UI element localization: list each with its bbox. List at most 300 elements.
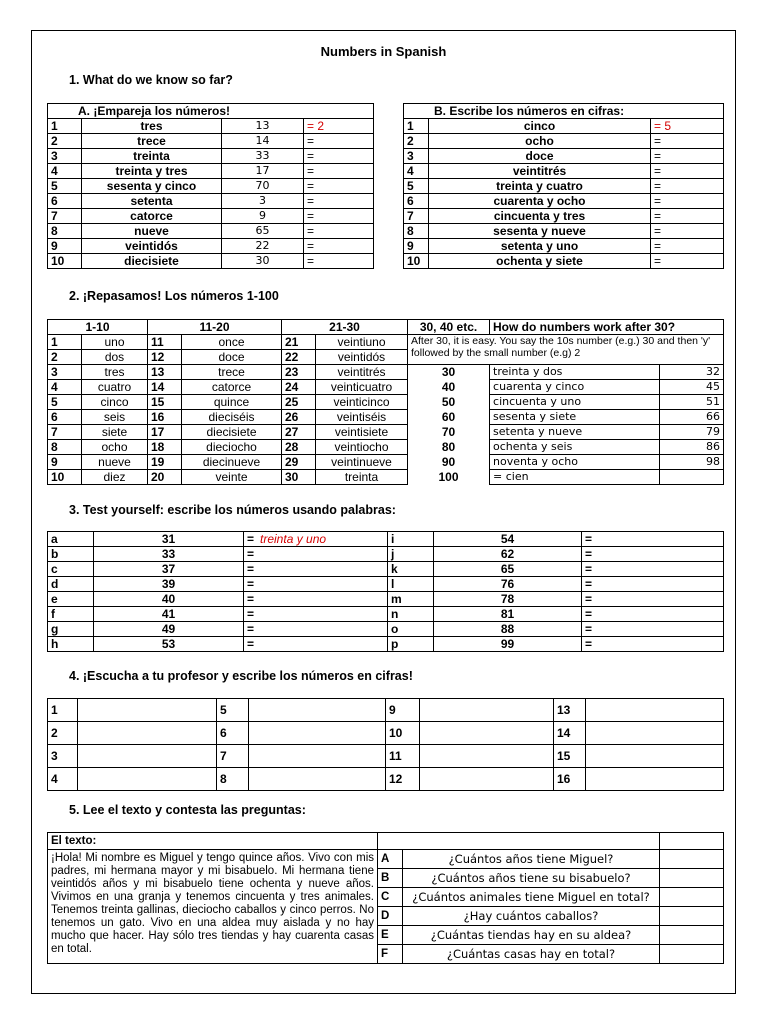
number-digits: 33	[94, 547, 244, 562]
example-answer: treinta y uno	[260, 532, 327, 546]
item-number: 4	[48, 164, 82, 179]
number-digits: 54	[434, 532, 582, 547]
table-row	[48, 134, 374, 149]
header-tens: 30, 40 etc.	[408, 320, 490, 335]
number-digits: 76	[434, 577, 582, 592]
table-row	[404, 149, 724, 164]
number-word: ocho	[429, 134, 651, 149]
table-row	[48, 395, 724, 410]
answer-field[interactable]	[244, 562, 388, 577]
question-letter: F	[378, 945, 403, 964]
number-word: catorce	[182, 380, 282, 395]
number-word: ocho	[82, 440, 148, 455]
blank-cell	[660, 833, 724, 850]
item-number: 10	[386, 722, 420, 745]
item-number: 7	[404, 209, 429, 224]
table-row	[48, 254, 374, 269]
number-digit: 26	[282, 410, 316, 425]
answer-field[interactable]	[244, 592, 388, 607]
number-word: veintitrés	[429, 164, 651, 179]
section-2-heading: 2. ¡Repasamos! Los números 1-100	[69, 289, 279, 303]
answer-field[interactable]	[660, 945, 724, 964]
section-1-heading: 1. What do we know so far?	[69, 73, 233, 87]
answer-field[interactable]: =	[304, 194, 374, 209]
equals-sign: =	[247, 592, 255, 606]
equals-sign: =	[247, 547, 255, 561]
table-row	[404, 119, 724, 134]
number-word: nueve	[82, 455, 148, 470]
item-number: 2	[48, 722, 78, 745]
number-word: treinta	[82, 149, 222, 164]
number-word: once	[182, 335, 282, 350]
table-row	[48, 637, 724, 652]
answer-field[interactable]	[420, 699, 554, 722]
item-number: 2	[48, 134, 82, 149]
number-digits: 17	[222, 164, 304, 179]
answer-field[interactable]: =	[582, 562, 724, 577]
section-3-heading: 3. Test yourself: escribe los números usando palabras:	[69, 503, 396, 517]
table-row	[48, 224, 374, 239]
answer-field[interactable]	[420, 768, 554, 791]
number-digit: 23	[282, 365, 316, 380]
number-word: cinco	[82, 395, 148, 410]
table-row	[48, 179, 374, 194]
item-number: 10	[48, 254, 82, 269]
number-digit: 22	[282, 350, 316, 365]
worksheet-page	[31, 30, 736, 994]
table-row	[404, 179, 724, 194]
equals-sign: =	[247, 532, 255, 546]
tens-number: 90	[408, 455, 490, 470]
table-row	[48, 622, 724, 637]
answer-field[interactable]	[660, 926, 724, 945]
match-numbers-table	[47, 103, 374, 269]
table-row	[48, 470, 724, 485]
item-letter: c	[48, 562, 94, 577]
answer-field[interactable]	[420, 722, 554, 745]
item-number: 6	[404, 194, 429, 209]
item-number: 2	[404, 134, 429, 149]
item-number: 4	[48, 768, 78, 791]
number-digits: 40	[94, 592, 244, 607]
item-number: 12	[386, 768, 420, 791]
number-word: tres	[82, 365, 148, 380]
item-number: 9	[386, 699, 420, 722]
table-row	[48, 562, 724, 577]
answer-field[interactable]	[244, 577, 388, 592]
table-row	[48, 745, 724, 768]
item-number: 10	[404, 254, 429, 269]
answer-field[interactable]: = 2	[304, 119, 374, 134]
test-yourself-table	[47, 531, 724, 652]
number-digit: 21	[282, 335, 316, 350]
table-row	[48, 119, 374, 134]
example-value: 45	[660, 380, 724, 395]
blank-cell	[378, 833, 660, 850]
tens-number: 30	[408, 365, 490, 380]
number-digits: 65	[222, 224, 304, 239]
item-number: 5	[217, 699, 249, 722]
question-text: ¿Cuántos años tiene su bisabuelo?	[403, 869, 660, 888]
item-letter: n	[388, 607, 434, 622]
number-word: dos	[82, 350, 148, 365]
section-4-heading: 4. ¡Escucha a tu profesor y escribe los números en cifras!	[69, 669, 413, 683]
item-number: 16	[554, 768, 586, 791]
tens-number: 80	[408, 440, 490, 455]
number-digits: 30	[222, 254, 304, 269]
number-word: trece	[82, 134, 222, 149]
reading-text: ¡Hola! Mi nombre es Miguel y tengo quince años. Vivo con mis padres, mi hermana mayor y mi bisabuelo. Mi hermana tiene veintidós años y mi bisabuelo tiene ochenta y nueve años. Vivimos en una granja y tenemos cincuenta y tres animales. Tenemos treinta gallinas, dieciocho caballos y cinco perros. No tenemos un gato. Vivo en una aldea muy aislada y no hay mucho que hacer. Hay sólo tres tiendas y hay cuarenta casas en total.	[48, 850, 378, 964]
item-number: 9	[48, 239, 82, 254]
answer-field[interactable]	[78, 768, 217, 791]
item-letter: o	[388, 622, 434, 637]
answer-field[interactable]: =	[304, 149, 374, 164]
listening-table	[47, 698, 724, 791]
answer-field[interactable]: =	[651, 164, 724, 179]
table-row	[48, 194, 374, 209]
question-text: ¿Hay cuántos caballos?	[403, 907, 660, 926]
answer-field[interactable]	[244, 607, 388, 622]
item-number: 3	[404, 149, 429, 164]
numbers-reference-table	[47, 319, 724, 485]
number-word: setenta	[82, 194, 222, 209]
number-digit: 10	[48, 470, 82, 485]
number-digits: 81	[434, 607, 582, 622]
answer-field[interactable]: =	[582, 592, 724, 607]
answer-field[interactable]: =	[582, 577, 724, 592]
table-row	[48, 455, 724, 470]
table-row	[48, 577, 724, 592]
answer-field[interactable]	[586, 699, 724, 722]
number-word: doce	[429, 149, 651, 164]
answer-field[interactable]: =	[651, 149, 724, 164]
question-letter: E	[378, 926, 403, 945]
header-1-10: 1-10	[48, 320, 148, 335]
example-word: cuarenta y cinco	[490, 380, 660, 395]
answer-field[interactable]	[244, 622, 388, 637]
equals-sign: =	[247, 607, 255, 621]
item-number: 1	[48, 699, 78, 722]
answer-field[interactable]	[78, 722, 217, 745]
item-letter: l	[388, 577, 434, 592]
table-row	[404, 134, 724, 149]
number-word: cincuenta y tres	[429, 209, 651, 224]
table-row	[48, 592, 724, 607]
example-word: setenta y nueve	[490, 425, 660, 440]
item-number: 5	[48, 179, 82, 194]
example-word: cincuenta y uno	[490, 395, 660, 410]
item-letter: i	[388, 532, 434, 547]
item-number: 8	[404, 224, 429, 239]
answer-field[interactable]: =	[304, 164, 374, 179]
number-word: diez	[82, 470, 148, 485]
number-word: veintisiete	[316, 425, 408, 440]
answer-field[interactable]: = 5	[651, 119, 724, 134]
table-a-title: A. ¡Empareja los números!	[48, 104, 374, 119]
question-letter: A	[378, 850, 403, 869]
item-number: 13	[554, 699, 586, 722]
item-number: 7	[48, 209, 82, 224]
number-digits: 99	[434, 637, 582, 652]
example-value: 66	[660, 410, 724, 425]
answer-field[interactable]	[660, 850, 724, 869]
tens-number: 50	[408, 395, 490, 410]
question-text: ¿Cuántas tiendas hay en su aldea?	[403, 926, 660, 945]
item-letter: a	[48, 532, 94, 547]
number-word: treinta	[316, 470, 408, 485]
number-word: sesenta y nueve	[429, 224, 651, 239]
number-digit: 27	[282, 425, 316, 440]
number-digit: 30	[282, 470, 316, 485]
number-digit: 18	[148, 440, 182, 455]
item-letter: k	[388, 562, 434, 577]
number-word: treinta y tres	[82, 164, 222, 179]
question-letter: D	[378, 907, 403, 926]
answer-field[interactable]: =	[304, 254, 374, 269]
item-number: 3	[48, 149, 82, 164]
number-word: cuarenta y ocho	[429, 194, 651, 209]
number-digit: 17	[148, 425, 182, 440]
answer-field[interactable]	[244, 547, 388, 562]
number-digit: 16	[148, 410, 182, 425]
tens-number: 70	[408, 425, 490, 440]
item-number: 15	[554, 745, 586, 768]
answer-field[interactable]: =	[304, 134, 374, 149]
item-number: 14	[554, 722, 586, 745]
table-row	[48, 425, 724, 440]
example-value	[660, 470, 724, 485]
number-digit: 15	[148, 395, 182, 410]
answer-field[interactable]	[586, 722, 724, 745]
number-digit: 14	[148, 380, 182, 395]
table-row	[48, 410, 724, 425]
table-row	[48, 380, 724, 395]
question-letter: B	[378, 869, 403, 888]
table-row	[48, 607, 724, 622]
table-row	[48, 164, 374, 179]
table-row	[48, 699, 724, 722]
item-number: 8	[217, 768, 249, 791]
number-word: veintiuno	[316, 335, 408, 350]
number-digit: 25	[282, 395, 316, 410]
answer-field[interactable]	[78, 745, 217, 768]
answer-field[interactable]: =	[651, 239, 724, 254]
item-letter: e	[48, 592, 94, 607]
number-digits: 39	[94, 577, 244, 592]
explanation-note: After 30, it is easy. You say the 10s number (e.g.) 30 and then 'y' followed by the small number (e.g) 2	[408, 335, 724, 365]
number-word: veintiséis	[316, 410, 408, 425]
example-value: 98	[660, 455, 724, 470]
table-row	[48, 833, 724, 850]
number-word: trece	[182, 365, 282, 380]
number-digit: 6	[48, 410, 82, 425]
number-digit: 11	[148, 335, 182, 350]
tens-number: 100	[408, 470, 490, 485]
item-letter: f	[48, 607, 94, 622]
table-row	[48, 722, 724, 745]
example-word: sesenta y siete	[490, 410, 660, 425]
number-digit: 28	[282, 440, 316, 455]
question-text: ¿Cuántos años tiene Miguel?	[403, 850, 660, 869]
number-word: veinticuatro	[316, 380, 408, 395]
answer-field[interactable]: =	[582, 547, 724, 562]
number-digit: 2	[48, 350, 82, 365]
header-11-20: 11-20	[148, 320, 282, 335]
number-word: nueve	[82, 224, 222, 239]
answer-field[interactable]: =	[304, 209, 374, 224]
answer-field[interactable]: =	[651, 254, 724, 269]
answer-field[interactable]: =	[582, 532, 724, 547]
number-digits: 3	[222, 194, 304, 209]
example-word: treinta y dos	[490, 365, 660, 380]
item-number: 7	[217, 745, 249, 768]
number-digits: 22	[222, 239, 304, 254]
item-number: 1	[48, 119, 82, 134]
answer-field[interactable]: =	[582, 622, 724, 637]
number-digit: 13	[148, 365, 182, 380]
answer-field[interactable]: =	[304, 239, 374, 254]
answer-field[interactable]: =	[304, 224, 374, 239]
number-digits: 65	[434, 562, 582, 577]
tens-number: 40	[408, 380, 490, 395]
answer-field[interactable]: =	[651, 209, 724, 224]
table-row	[404, 239, 724, 254]
table-row	[48, 239, 374, 254]
item-letter: g	[48, 622, 94, 637]
number-digits: 88	[434, 622, 582, 637]
number-word: catorce	[82, 209, 222, 224]
header-21-30: 21-30	[282, 320, 408, 335]
number-digits: 70	[222, 179, 304, 194]
item-number: 6	[217, 722, 249, 745]
number-digit: 19	[148, 455, 182, 470]
number-word: cinco	[429, 119, 651, 134]
example-value: 79	[660, 425, 724, 440]
table-row	[48, 440, 724, 455]
answer-field[interactable]: =	[651, 194, 724, 209]
number-word: veintiocho	[316, 440, 408, 455]
question-text: ¿Cuántas casas hay en total?	[403, 945, 660, 964]
table-row	[404, 194, 724, 209]
number-word: diecisiete	[82, 254, 222, 269]
question-text: ¿Cuántos animales tiene Miguel en total?	[403, 888, 660, 907]
number-word: cuatro	[82, 380, 148, 395]
answer-field[interactable]	[660, 888, 724, 907]
item-number: 4	[404, 164, 429, 179]
table-row	[48, 850, 724, 869]
table-row	[48, 547, 724, 562]
answer-field[interactable]	[78, 699, 217, 722]
answer-field[interactable]	[586, 745, 724, 768]
item-number: 3	[48, 745, 78, 768]
number-word: veinte	[182, 470, 282, 485]
number-digits: 41	[94, 607, 244, 622]
answer-field[interactable]	[420, 745, 554, 768]
number-digits: 31	[94, 532, 244, 547]
example-value: 51	[660, 395, 724, 410]
table-row	[48, 365, 724, 380]
item-number: 11	[386, 745, 420, 768]
answer-field[interactable]	[660, 907, 724, 926]
number-word: setenta y uno	[429, 239, 651, 254]
write-digits-table	[403, 103, 724, 269]
number-word: uno	[82, 335, 148, 350]
item-number: 6	[48, 194, 82, 209]
answer-field[interactable]	[586, 768, 724, 791]
answer-field[interactable]: =	[304, 179, 374, 194]
tens-number: 60	[408, 410, 490, 425]
number-word: sesenta y cinco	[82, 179, 222, 194]
number-digits: 37	[94, 562, 244, 577]
number-word: diecinueve	[182, 455, 282, 470]
number-digit: 1	[48, 335, 82, 350]
number-word: veintidós	[316, 350, 408, 365]
answer-field[interactable]	[660, 869, 724, 888]
answer-field[interactable]: =	[582, 607, 724, 622]
table-row	[404, 224, 724, 239]
table-row	[404, 254, 724, 269]
answer-field[interactable]	[249, 722, 386, 745]
answer-field[interactable]	[249, 768, 386, 791]
question-letter: C	[378, 888, 403, 907]
answer-field[interactable]: =	[582, 637, 724, 652]
answer-field[interactable]	[244, 637, 388, 652]
number-word: dieciséis	[182, 410, 282, 425]
table-row	[48, 532, 724, 547]
number-digit: 29	[282, 455, 316, 470]
table-row	[48, 149, 374, 164]
table-row	[48, 335, 724, 350]
answer-field[interactable]	[249, 745, 386, 768]
item-letter: d	[48, 577, 94, 592]
item-letter: h	[48, 637, 94, 652]
number-digits: 49	[94, 622, 244, 637]
item-letter: j	[388, 547, 434, 562]
number-word: tres	[82, 119, 222, 134]
equals-sign: =	[247, 577, 255, 591]
equals-sign: =	[247, 637, 255, 651]
answer-field[interactable]: =	[651, 224, 724, 239]
item-number: 9	[404, 239, 429, 254]
number-word: dieciocho	[182, 440, 282, 455]
number-digit: 24	[282, 380, 316, 395]
equals-sign: =	[247, 622, 255, 636]
item-number: 5	[404, 179, 429, 194]
number-word: siete	[82, 425, 148, 440]
item-number: 1	[404, 119, 429, 134]
number-digit: 9	[48, 455, 82, 470]
section-5-heading: 5. Lee el texto y contesta las preguntas:	[69, 803, 306, 817]
answer-field[interactable]	[244, 532, 388, 547]
number-digit: 8	[48, 440, 82, 455]
header-after-30: How do numbers work after 30?	[490, 320, 724, 335]
number-digit: 7	[48, 425, 82, 440]
number-digits: 62	[434, 547, 582, 562]
number-word: diecisiete	[182, 425, 282, 440]
answer-field[interactable]	[249, 699, 386, 722]
number-digit: 4	[48, 380, 82, 395]
table-row	[48, 209, 374, 224]
number-digit: 12	[148, 350, 182, 365]
number-digit: 5	[48, 395, 82, 410]
answer-field[interactable]: =	[651, 134, 724, 149]
example-value: 86	[660, 440, 724, 455]
table-row	[48, 768, 724, 791]
number-word: veintidós	[82, 239, 222, 254]
example-word: ochenta y seis	[490, 440, 660, 455]
example-value: 32	[660, 365, 724, 380]
answer-field[interactable]: =	[651, 179, 724, 194]
